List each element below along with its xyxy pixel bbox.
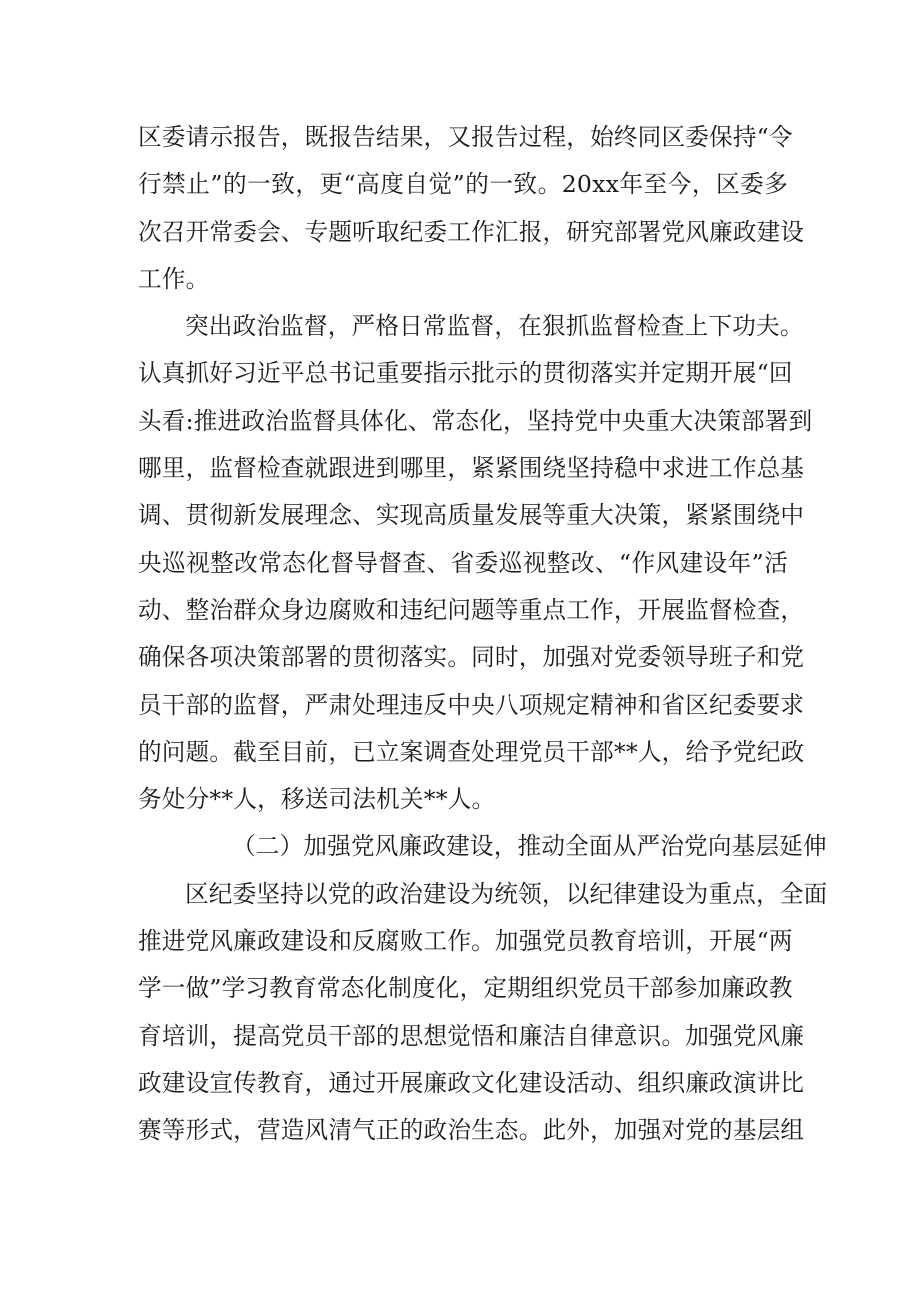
paragraph-3-line-4: 育培训，提高党员干部的思想觉悟和廉洁自律意识。加强党风廉 bbox=[138, 1021, 805, 1050]
paragraph-3-line-3: 学一做”学习教育常态化制度化，定期组织党员干部参加廉政教 bbox=[138, 974, 793, 1003]
paragraph-2-line-1: 突出政治监督，严格日常监督，在狠抓监督检查上下功夫。 bbox=[185, 312, 804, 341]
paragraph-3-line-5: 政建设宣传教育，通过开展廉政文化建设活动、组织廉政演讲比 bbox=[138, 1068, 805, 1097]
paragraph-2-line-6: 央巡视整改常态化督导督查、省委巡视整改、“作风建设年”活 bbox=[138, 548, 788, 577]
paragraph-2-line-7: 动、整治群众身边腐败和违纪问题等重点工作，开展监督检查， bbox=[138, 595, 805, 624]
paragraph-2-line-3: 头看:推进政治监督具体化、常态化，坚持党中央重大决策部署到 bbox=[138, 406, 813, 435]
paragraph-1-line-1: 区委请示报告，既报告结果，又报告过程，始终同区委保持“令 bbox=[138, 123, 793, 151]
paragraph-2-line-8: 确保各项决策部署的贯彻落实。同时，加强对党委领导班子和党 bbox=[138, 643, 805, 672]
paragraph-2-line-9: 员干部的监督，严肃处理违反中央八项规定精神和省区纪委要求 bbox=[138, 690, 805, 719]
paragraph-2-line-4: 哪里，监督检查就跟进到哪里，紧紧围绕坚持稳中求进工作总基 bbox=[138, 454, 805, 483]
paragraph-3-line-6: 赛等形式，营造风清气正的政治生态。此外，加强对党的基层组 bbox=[138, 1116, 805, 1145]
paragraph-1-line-4: 工作。 bbox=[138, 264, 210, 293]
paragraph-2-line-11: 务处分**人，移送司法机关**人。 bbox=[138, 785, 496, 814]
document-body bbox=[138, 114, 828, 1155]
paragraph-1-line-2: 行禁止”的一致，更“高度自觉”的一致。20xx年至今，区委多 bbox=[138, 170, 788, 199]
paragraph-3-line-2: 推进党风廉政建设和反腐败工作。加强党员教育培训，开展“两 bbox=[138, 927, 793, 956]
paragraph-3-line-1: 区纪委坚持以党的政治建设为统领，以纪律建设为重点，全面 bbox=[185, 879, 828, 908]
paragraph-2-line-10: 的问题。截至目前，已立案调查处理党员干部**人，给予党纪政 bbox=[138, 737, 805, 766]
paragraph-1-line-3: 次召开常委会、专题听取纪委工作汇报，研究部署党风廉政建设 bbox=[138, 217, 805, 246]
paragraph-2-line-2: 认真抓好习近平总书记重要指示批示的贯彻落实并定期开展“回 bbox=[138, 359, 793, 388]
paragraph-2-line-5: 调、贯彻新发展理念、实现高质量发展等重大决策，紧紧围绕中 bbox=[138, 501, 805, 530]
section-heading-2: （二）加强党风廉政建设，推动全面从严治党向基层延伸 bbox=[232, 832, 827, 861]
